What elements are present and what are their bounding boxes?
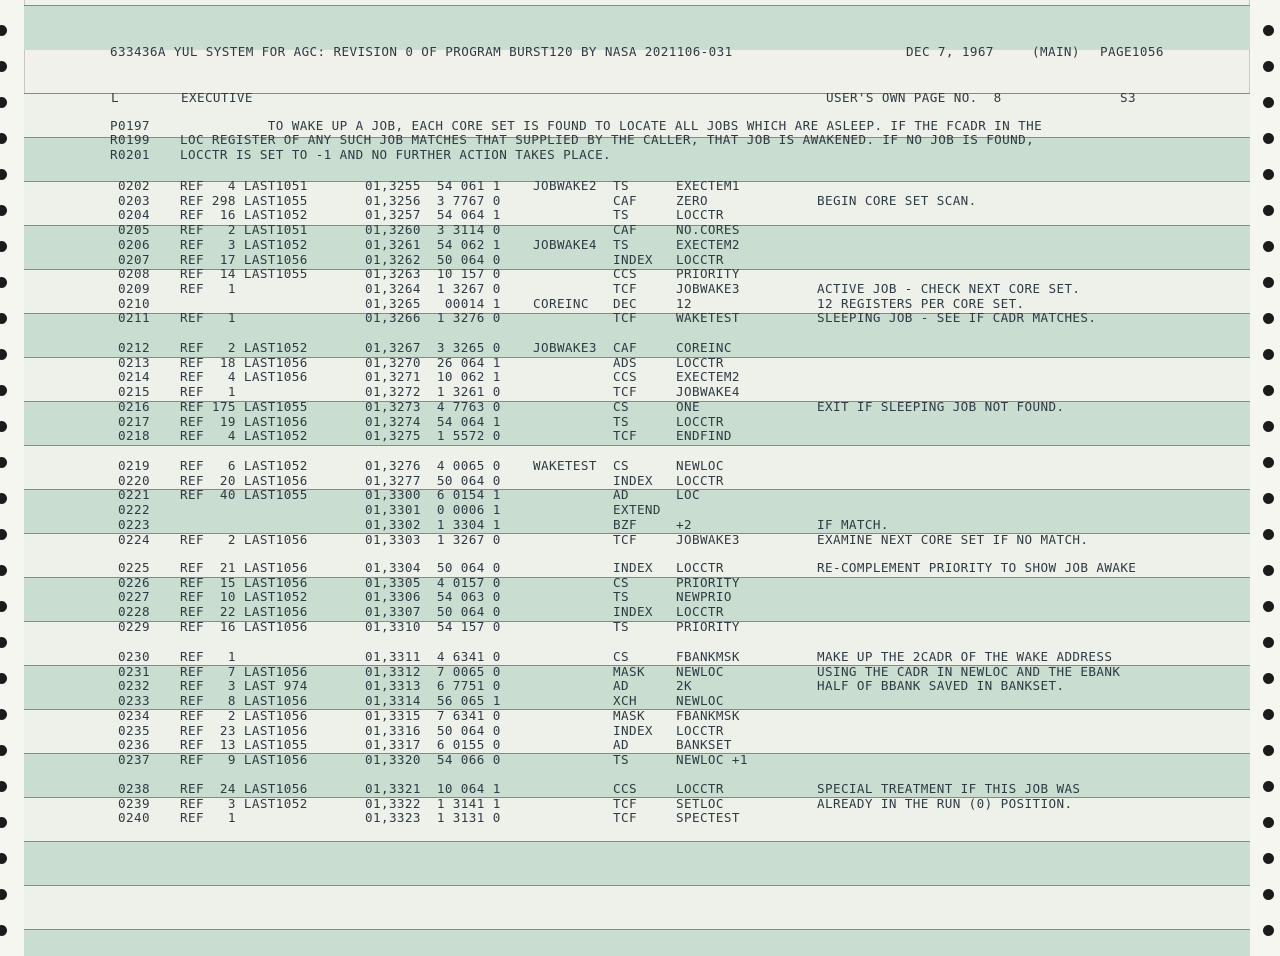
feed-hole <box>1263 781 1274 792</box>
preamble-line-number: R0201 <box>110 147 150 162</box>
row-line-number: 0207 <box>118 252 150 267</box>
row-address-and-code: 01,3313 6 7751 0 <box>365 678 501 693</box>
row-operand: ZERO <box>676 193 708 208</box>
row-operand: LOCCTR <box>676 781 724 796</box>
row-address-and-code: 01,3316 50 064 0 <box>365 723 501 738</box>
row-cross-reference: REF 4 LAST1056 <box>180 369 308 384</box>
row-comment: IF MATCH. <box>817 517 889 532</box>
greenbar-band <box>24 929 1250 956</box>
row-address-and-code: 01,3267 3 3265 0 <box>365 340 501 355</box>
feed-hole <box>1263 853 1274 864</box>
row-address-and-code: 01,3323 1 3131 0 <box>365 810 501 825</box>
row-address-and-code: 01,3255 54 061 1 <box>365 178 501 193</box>
row-opcode: MASK <box>613 664 645 679</box>
preamble-text: LOC REGISTER OF ANY SUCH JOB MATCHES THAT SUPPLIED BY THE CALLER, THAT JOB IS AWAKENED. IF NO JOB IS FOUND, <box>180 132 1035 147</box>
row-opcode: TCF <box>613 796 637 811</box>
row-line-number: 0212 <box>118 340 150 355</box>
row-address-and-code: 01,3312 7 0065 0 <box>365 664 501 679</box>
row-operand: LOCCTR <box>676 723 724 738</box>
row-line-number: 0222 <box>118 502 150 517</box>
row-cross-reference: REF 7 LAST1056 <box>180 664 308 679</box>
row-line-number: 0233 <box>118 693 150 708</box>
row-cross-reference: REF 23 LAST1056 <box>180 723 308 738</box>
row-cross-reference: REF 1 <box>180 810 236 825</box>
greenbar-band <box>24 885 1250 930</box>
row-cross-reference: REF 20 LAST1056 <box>180 473 308 488</box>
row-line-number: 0240 <box>118 810 150 825</box>
feed-hole <box>1263 241 1274 252</box>
row-opcode: CCS <box>613 266 637 281</box>
row-cross-reference: REF 3 LAST 974 <box>180 678 308 693</box>
row-cross-reference: REF 21 LAST1056 <box>180 560 308 575</box>
row-opcode: AD <box>613 737 629 752</box>
feed-hole <box>1263 889 1274 900</box>
row-line-number: 0216 <box>118 399 150 414</box>
feed-hole <box>1263 745 1274 756</box>
row-opcode: INDEX <box>613 604 653 619</box>
feed-hole <box>1263 97 1274 108</box>
feed-hole <box>1263 61 1274 72</box>
preamble-text: TO WAKE UP A JOB, EACH CORE SET IS FOUND TO LOCATE ALL JOBS WHICH ARE ASLEEP. IF THE FCADR IN THE <box>180 118 1043 133</box>
row-cross-reference: REF 16 LAST1056 <box>180 619 308 634</box>
feed-hole <box>1263 385 1274 396</box>
row-line-number: 0238 <box>118 781 150 796</box>
row-opcode: CCS <box>613 369 637 384</box>
row-cross-reference: REF 1 <box>180 649 236 664</box>
row-opcode: EXTEND <box>613 502 661 517</box>
row-opcode: TS <box>613 619 629 634</box>
row-operand: BANKSET <box>676 737 732 752</box>
row-operand: LOCCTR <box>676 560 724 575</box>
row-address-and-code: 01,3257 54 064 1 <box>365 207 501 222</box>
row-line-number: 0202 <box>118 178 150 193</box>
row-comment: EXAMINE NEXT CORE SET IF NO MATCH. <box>817 532 1089 547</box>
feed-hole <box>1263 709 1274 720</box>
row-operand: 12 <box>676 296 692 311</box>
row-opcode: CS <box>613 649 629 664</box>
row-cross-reference: REF 1 <box>180 310 236 325</box>
row-operand: 2K <box>676 678 692 693</box>
row-address-and-code: 01,3264 1 3267 0 <box>365 281 501 296</box>
row-line-number: 0209 <box>118 281 150 296</box>
row-cross-reference: REF 298 LAST1055 <box>180 193 308 208</box>
row-line-number: 0220 <box>118 473 150 488</box>
row-line-number: 0239 <box>118 796 150 811</box>
row-cross-reference: REF 10 LAST1052 <box>180 589 308 604</box>
feed-hole <box>1263 169 1274 180</box>
row-address-and-code: 01,3321 10 064 1 <box>365 781 501 796</box>
feed-hole <box>1263 529 1274 540</box>
row-operand: JOBWAKE4 <box>676 384 740 399</box>
row-opcode: DEC <box>613 296 637 311</box>
row-opcode: INDEX <box>613 473 653 488</box>
row-cross-reference: REF 175 LAST1055 <box>180 399 308 414</box>
row-opcode: XCH <box>613 693 637 708</box>
sheet-section: (MAIN) <box>1032 44 1080 59</box>
row-line-number: 0230 <box>118 649 150 664</box>
header-title: EXECUTIVE <box>181 90 253 105</box>
row-address-and-code: 01,3302 1 3304 1 <box>365 517 501 532</box>
row-cross-reference: REF 2 LAST1052 <box>180 340 308 355</box>
row-opcode: CS <box>613 399 629 414</box>
row-opcode: CAF <box>613 193 637 208</box>
row-line-number: 0227 <box>118 589 150 604</box>
row-address-and-code: 01,3311 4 6341 0 <box>365 649 501 664</box>
row-line-number: 0218 <box>118 428 150 443</box>
row-address-and-code: 01,3262 50 064 0 <box>365 252 501 267</box>
row-line-number: 0237 <box>118 752 150 767</box>
feed-hole <box>1263 133 1274 144</box>
feed-hole <box>1263 25 1274 36</box>
row-line-number: 0204 <box>118 207 150 222</box>
row-line-number: 0232 <box>118 678 150 693</box>
feed-hole <box>1263 925 1274 936</box>
row-address-and-code: 01,3277 50 064 0 <box>365 473 501 488</box>
row-operand: JOBWAKE3 <box>676 281 740 296</box>
feed-hole <box>1263 601 1274 612</box>
row-line-number: 0205 <box>118 222 150 237</box>
row-cross-reference: REF 3 LAST1052 <box>180 796 308 811</box>
feed-hole <box>1263 277 1274 288</box>
row-operand: NO.CORES <box>676 222 740 237</box>
row-symbol-label: WAKETEST <box>533 458 597 473</box>
row-line-number: 0206 <box>118 237 150 252</box>
row-address-and-code: 01,3256 3 7767 0 <box>365 193 501 208</box>
row-operand: NEWLOC <box>676 664 724 679</box>
feed-hole <box>1263 673 1274 684</box>
row-cross-reference: REF 8 LAST1056 <box>180 693 308 708</box>
row-opcode: CCS <box>613 781 637 796</box>
row-opcode: MASK <box>613 708 645 723</box>
row-opcode: TCF <box>613 281 637 296</box>
row-symbol-label: JOBWAKE2 <box>533 178 597 193</box>
row-line-number: 0235 <box>118 723 150 738</box>
row-comment: BEGIN CORE SET SCAN. <box>817 193 977 208</box>
row-symbol-label: JOBWAKE4 <box>533 237 597 252</box>
row-address-and-code: 01,3275 1 5572 0 <box>365 428 501 443</box>
row-operand: NEWLOC <box>676 458 724 473</box>
preamble-line-number: P0197 <box>110 118 150 133</box>
row-cross-reference: REF 2 LAST1056 <box>180 708 308 723</box>
row-operand: LOCCTR <box>676 604 724 619</box>
row-line-number: 0229 <box>118 619 150 634</box>
row-cross-reference: REF 6 LAST1052 <box>180 458 308 473</box>
row-operand: PRIORITY <box>676 266 740 281</box>
row-line-number: 0234 <box>118 708 150 723</box>
row-comment: SLEEPING JOB - SEE IF CADR MATCHES. <box>817 310 1097 325</box>
row-comment: MAKE UP THE 2CADR OF THE WAKE ADDRESS <box>817 649 1113 664</box>
row-line-number: 0231 <box>118 664 150 679</box>
row-opcode: INDEX <box>613 723 653 738</box>
row-comment: SPECIAL TREATMENT IF THIS JOB WAS <box>817 781 1081 796</box>
row-opcode: TCF <box>613 428 637 443</box>
row-operand: FBANKMSK <box>676 708 740 723</box>
row-comment: RE-COMPLEMENT PRIORITY TO SHOW JOB AWAKE <box>817 560 1137 575</box>
row-opcode: TCF <box>613 532 637 547</box>
row-line-number: 0236 <box>118 737 150 752</box>
row-line-number: 0228 <box>118 604 150 619</box>
row-comment: USING THE CADR IN NEWLOC AND THE EBANK <box>817 664 1121 679</box>
row-opcode: TS <box>613 178 629 193</box>
row-line-number: 0208 <box>118 266 150 281</box>
row-cross-reference: REF 1 <box>180 281 236 296</box>
row-address-and-code: 01,3307 50 064 0 <box>365 604 501 619</box>
row-address-and-code: 01,3272 1 3261 0 <box>365 384 501 399</box>
row-line-number: 0210 <box>118 296 150 311</box>
row-cross-reference: REF 2 LAST1056 <box>180 532 308 547</box>
row-cross-reference: REF 4 LAST1051 <box>180 178 308 193</box>
row-operand: LOCCTR <box>676 414 724 429</box>
row-line-number: 0213 <box>118 355 150 370</box>
row-address-and-code: 01,3300 6 0154 1 <box>365 487 501 502</box>
user-page-number: 8 <box>993 90 1002 105</box>
row-line-number: 0215 <box>118 384 150 399</box>
feed-hole <box>1263 457 1274 468</box>
row-operand: SPECTEST <box>676 810 740 825</box>
row-opcode: TS <box>613 237 629 252</box>
row-comment: EXIT IF SLEEPING JOB NOT FOUND. <box>817 399 1065 414</box>
row-address-and-code: 01,3322 1 3141 1 <box>365 796 501 811</box>
feed-hole <box>1263 349 1274 360</box>
row-address-and-code: 01,3273 4 7763 0 <box>365 399 501 414</box>
row-cross-reference: REF 1 <box>180 384 236 399</box>
row-address-and-code: 01,3260 3 3114 0 <box>365 222 501 237</box>
row-opcode: BZF <box>613 517 637 532</box>
user-page-label-text: USER'S OWN PAGE NO. <box>826 90 978 105</box>
row-address-and-code: 01,3261 54 062 1 <box>365 237 501 252</box>
row-cross-reference: REF 2 LAST1051 <box>180 222 308 237</box>
row-cross-reference: REF 18 LAST1056 <box>180 355 308 370</box>
row-address-and-code: 01,3263 10 157 0 <box>365 266 501 281</box>
row-operand: LOCCTR <box>676 355 724 370</box>
feed-hole <box>1263 313 1274 324</box>
row-opcode: INDEX <box>613 560 653 575</box>
row-line-number: 0226 <box>118 575 150 590</box>
row-opcode: CAF <box>613 340 637 355</box>
row-opcode: TCF <box>613 810 637 825</box>
row-line-number: 0219 <box>118 458 150 473</box>
row-cross-reference: REF 22 LAST1056 <box>180 604 308 619</box>
right-tractor-strip <box>1249 0 1280 956</box>
row-address-and-code: 01,3301 0 0006 1 <box>365 502 501 517</box>
row-opcode: TS <box>613 589 629 604</box>
row-operand: NEWLOC <box>676 693 724 708</box>
row-operand: JOBWAKE3 <box>676 532 740 547</box>
row-cross-reference: REF 17 LAST1056 <box>180 252 308 267</box>
row-operand: PRIORITY <box>676 619 740 634</box>
row-comment: ALREADY IN THE RUN (0) POSITION. <box>817 796 1073 811</box>
row-comment: ACTIVE JOB - CHECK NEXT CORE SET. <box>817 281 1081 296</box>
row-symbol-label: JOBWAKE3 <box>533 340 597 355</box>
row-line-number: 0217 <box>118 414 150 429</box>
row-address-and-code: 01,3303 1 3267 0 <box>365 532 501 547</box>
greenbar-band <box>24 841 1250 886</box>
feed-hole <box>1263 205 1274 216</box>
row-opcode: CAF <box>613 222 637 237</box>
sheet-page-number: PAGE1056 <box>1100 44 1164 59</box>
row-operand: +2 <box>676 517 692 532</box>
sheet-date: DEC 7, 1967 <box>906 44 994 59</box>
row-opcode: AD <box>613 487 629 502</box>
row-address-and-code: 01,3310 54 157 0 <box>365 619 501 634</box>
preamble-line-number: R0199 <box>110 132 150 147</box>
row-operand: PRIORITY <box>676 575 740 590</box>
row-operand: EXECTEM2 <box>676 369 740 384</box>
row-opcode: CS <box>613 458 629 473</box>
row-opcode: TCF <box>613 384 637 399</box>
row-address-and-code: 01,3265 00014 1 <box>365 296 501 311</box>
row-line-number: 0225 <box>118 560 150 575</box>
row-cross-reference: REF 24 LAST1056 <box>180 781 308 796</box>
row-operand: FBANKMSK <box>676 649 740 664</box>
row-opcode: AD <box>613 678 629 693</box>
feed-hole <box>1263 565 1274 576</box>
row-cross-reference: REF 40 LAST1055 <box>180 487 308 502</box>
row-cross-reference: REF 4 LAST1052 <box>180 428 308 443</box>
row-address-and-code: 01,3304 50 064 0 <box>365 560 501 575</box>
row-operand: EXECTEM1 <box>676 178 740 193</box>
row-opcode: TS <box>613 752 629 767</box>
row-opcode: ADS <box>613 355 637 370</box>
row-cross-reference: REF 14 LAST1055 <box>180 266 308 281</box>
row-opcode: TCF <box>613 310 637 325</box>
row-symbol-label: COREINC <box>533 296 589 311</box>
row-operand: ONE <box>676 399 700 414</box>
row-line-number: 0224 <box>118 532 150 547</box>
row-line-number: 0211 <box>118 310 150 325</box>
row-operand: EXECTEM2 <box>676 237 740 252</box>
row-address-and-code: 01,3320 54 066 0 <box>365 752 501 767</box>
row-opcode: CS <box>613 575 629 590</box>
sheet-title: 633436A YUL SYSTEM FOR AGC: REVISION 0 OF PROGRAM BURST120 BY NASA 2021106-031 <box>110 44 733 59</box>
row-opcode: INDEX <box>613 252 653 267</box>
preamble-text: LOCCTR IS SET TO -1 AND NO FURTHER ACTION TAKES PLACE. <box>180 147 612 162</box>
row-address-and-code: 01,3266 1 3276 0 <box>365 310 501 325</box>
row-address-and-code: 01,3317 6 0155 0 <box>365 737 501 752</box>
row-opcode: TS <box>613 414 629 429</box>
header-code: S3 <box>1120 90 1136 105</box>
feed-hole <box>1263 421 1274 432</box>
row-line-number: 0214 <box>118 369 150 384</box>
row-operand: LOC <box>676 487 700 502</box>
row-opcode: TS <box>613 207 629 222</box>
row-cross-reference: REF 3 LAST1052 <box>180 237 308 252</box>
row-operand: LOCCTR <box>676 207 724 222</box>
row-address-and-code: 01,3271 10 062 1 <box>365 369 501 384</box>
row-comment: 12 REGISTERS PER CORE SET. <box>817 296 1025 311</box>
row-address-and-code: 01,3305 4 0157 0 <box>365 575 501 590</box>
row-operand: NEWLOC +1 <box>676 752 748 767</box>
feed-hole <box>1263 637 1274 648</box>
row-address-and-code: 01,3274 54 064 1 <box>365 414 501 429</box>
row-cross-reference: REF 16 LAST1052 <box>180 207 308 222</box>
row-operand: LOCCTR <box>676 252 724 267</box>
row-comment: HALF OF BBANK SAVED IN BANKSET. <box>817 678 1065 693</box>
row-address-and-code: 01,3306 54 063 0 <box>365 589 501 604</box>
row-line-number: 0221 <box>118 487 150 502</box>
row-cross-reference: REF 19 LAST1056 <box>180 414 308 429</box>
user-page-label <box>826 91 1002 105</box>
row-operand: NEWPRIO <box>676 589 732 604</box>
row-operand: ENDFIND <box>676 428 732 443</box>
row-operand: SETLOC <box>676 796 724 811</box>
row-cross-reference: REF 9 LAST1056 <box>180 752 308 767</box>
row-operand: COREINC <box>676 340 732 355</box>
row-line-number: 0203 <box>118 193 150 208</box>
row-operand: WAKETEST <box>676 310 740 325</box>
row-operand: LOCCTR <box>676 473 724 488</box>
row-address-and-code: 01,3315 7 6341 0 <box>365 708 501 723</box>
row-cross-reference: REF 13 LAST1055 <box>180 737 308 752</box>
header-left-code: L <box>111 90 119 105</box>
row-line-number: 0223 <box>118 517 150 532</box>
feed-hole <box>1263 817 1274 828</box>
row-address-and-code: 01,3270 26 064 1 <box>365 355 501 370</box>
row-address-and-code: 01,3276 4 0065 0 <box>365 458 501 473</box>
row-cross-reference: REF 15 LAST1056 <box>180 575 308 590</box>
feed-hole <box>1263 493 1274 504</box>
row-address-and-code: 01,3314 56 065 1 <box>365 693 501 708</box>
